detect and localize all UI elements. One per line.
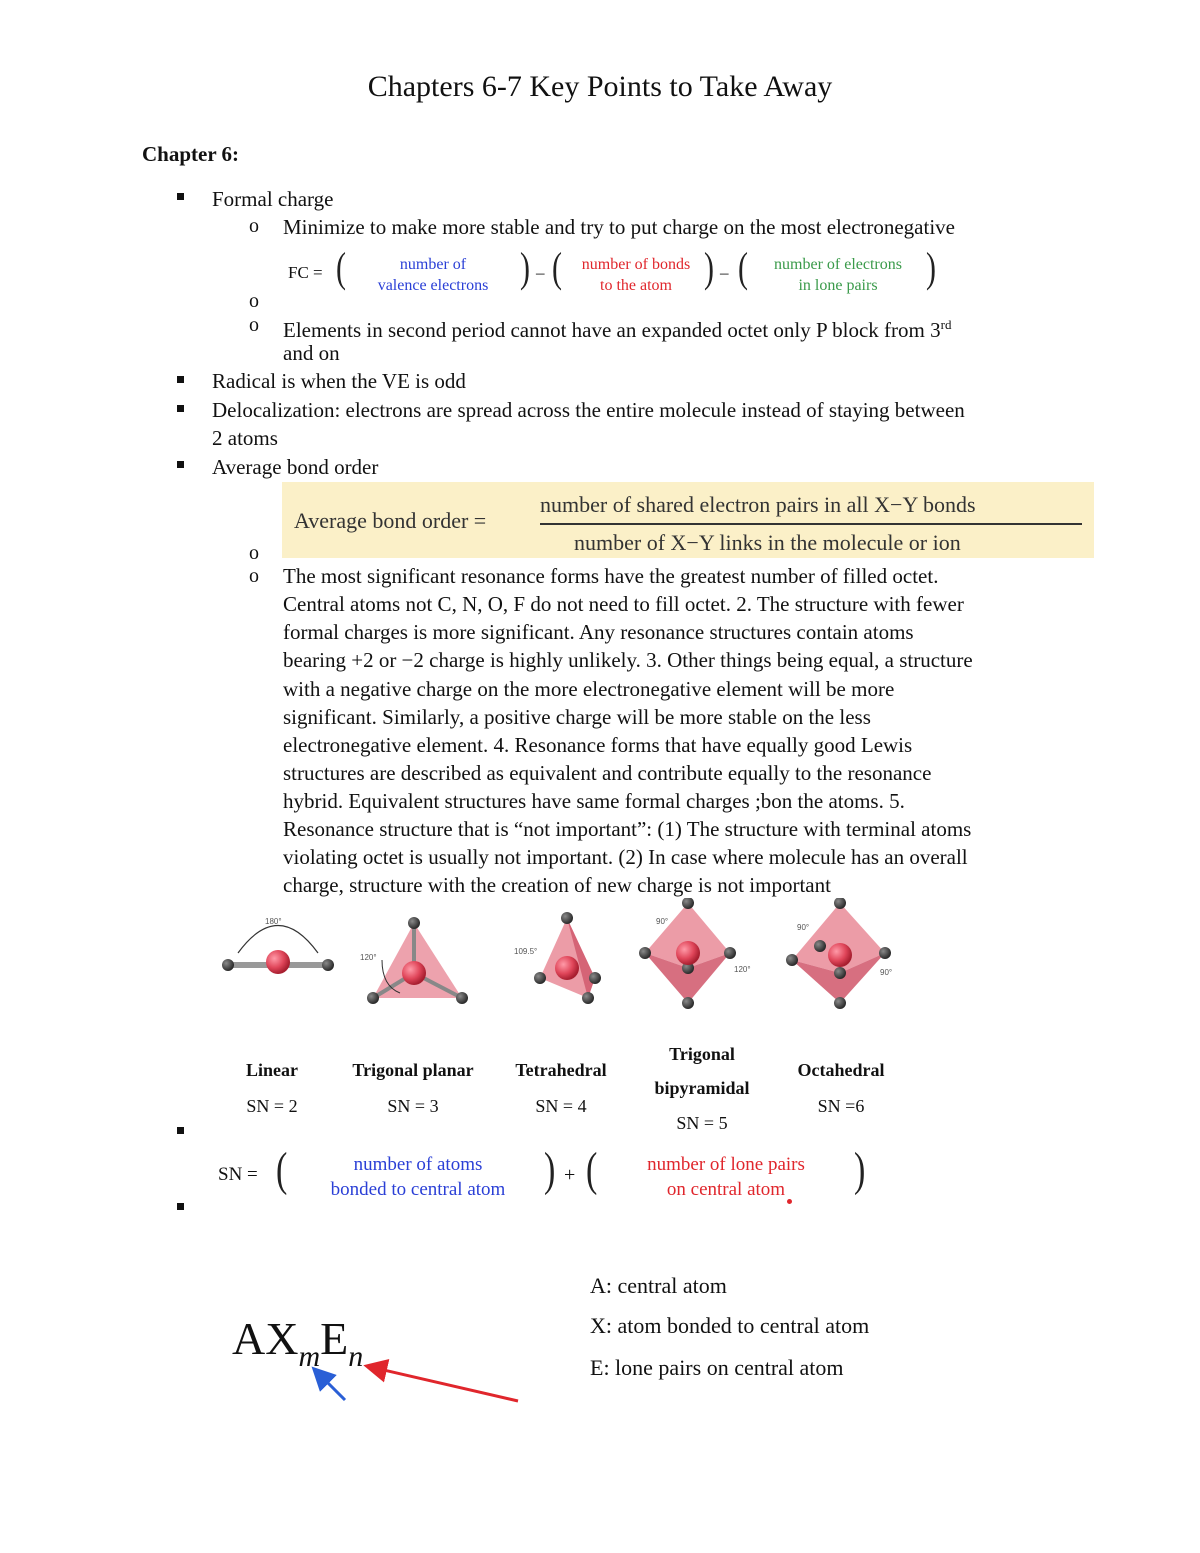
trigonal-bipyramidal-molecule <box>639 898 751 1009</box>
trigonal-planar-sn: SN = 3 <box>387 1096 439 1116</box>
sub-bullet: o <box>249 565 259 587</box>
axe-m: m <box>298 1340 321 1373</box>
paren-close: ) <box>544 1144 556 1197</box>
fc-sub3-line2: and on <box>283 341 340 365</box>
paren-close: ) <box>854 1144 866 1197</box>
fraction-bar <box>540 523 1082 525</box>
deloc-line1: Delocalization: electrons are spread across the entire molecule instead of staying between <box>212 398 965 422</box>
fc-term1-line2: valence electrons <box>377 277 489 294</box>
svg-text:90°: 90° <box>797 923 810 932</box>
bullet-square <box>177 405 184 412</box>
plus-sign: + <box>564 1164 576 1186</box>
fc-lhs: FC = <box>288 263 323 282</box>
fc-formula <box>288 245 948 300</box>
formal-charge-label: Formal charge <box>212 187 334 211</box>
sn-lhs: SN = <box>218 1164 258 1185</box>
fc-sub3-line1: Elements in second period cannot have an expanded octet only P block from 3 <box>283 318 941 342</box>
linear-molecule <box>222 917 334 974</box>
fc-sub1: Minimize to make more stable and try to put charge on the most electronegative <box>283 215 955 239</box>
chapter-heading: Chapter 6: <box>142 142 240 166</box>
bullet-square <box>177 1203 184 1210</box>
paren-close: ) <box>926 245 936 292</box>
linear-label: Linear <box>246 1060 298 1080</box>
tetrahedral-label: Tetrahedral <box>515 1060 607 1080</box>
resonance-line: bearing +2 or −2 charge is highly unlikely. 3. Other things being equal, a structure <box>283 648 973 672</box>
resonance-line: electronegative element. 4. Resonance forms that have equally good Lewis <box>283 733 913 757</box>
deloc-line2: 2 atoms <box>212 426 278 450</box>
sub-bullet: o <box>249 542 259 564</box>
axe-n: n <box>348 1340 364 1373</box>
sn-term1 <box>298 1152 538 1202</box>
trigonal-planar-label: Trigonal planar <box>352 1060 474 1080</box>
sub-bullet: o <box>249 314 259 336</box>
sn-term1-line1: number of atoms <box>353 1154 483 1175</box>
legend-a: A: central atom <box>590 1273 727 1298</box>
tbp-label-line2: bipyramidal <box>654 1078 750 1098</box>
vsepr-geometries-figure <box>210 898 910 1018</box>
tetrahedral-sn: SN = 4 <box>535 1096 587 1116</box>
sn-term2 <box>614 1152 838 1202</box>
octahedral-molecule <box>786 898 892 1009</box>
resonance-line: with a negative charge on the more electronegative element will be more <box>283 677 895 701</box>
paren-open: ( <box>738 245 748 292</box>
abo-formula-box <box>282 482 1094 558</box>
abo-numerator: number of shared electron pairs in all X−Y bonds <box>540 492 976 517</box>
fc-term1 <box>358 254 508 296</box>
legend-x: X: atom bonded to central atom <box>590 1313 870 1338</box>
svg-text:109.5°: 109.5° <box>514 947 538 956</box>
fc-term2-line2: to the atom <box>600 277 672 294</box>
svg-text:90°: 90° <box>880 968 893 977</box>
bullet-square <box>177 1127 184 1134</box>
tbp-sn: SN = 5 <box>676 1113 728 1133</box>
fc-sub3-sup: rd <box>940 317 952 332</box>
paren-open: ( <box>552 245 562 292</box>
sn-term2-line1: number of lone pairs <box>647 1154 805 1175</box>
resonance-line: Central atoms not C, N, O, F do not need to fill octet. 2. The structure with fewer <box>283 592 964 616</box>
resonance-line: significant. Similarly, a positive charge will be more stable on the less <box>283 705 871 729</box>
resonance-line: charge, structure with the creation of new charge is not important <box>283 873 831 897</box>
sn-term2-line2: on central atom <box>666 1179 786 1200</box>
fc-term2 <box>566 254 706 296</box>
paren-close: ) <box>520 245 530 292</box>
sub-bullet: o <box>249 290 259 312</box>
bullet-square <box>177 193 184 200</box>
paren-close: ) <box>704 245 714 292</box>
bullet-square <box>177 461 184 468</box>
avg-bond-label: Average bond order <box>212 455 379 479</box>
red-arrow <box>375 1368 518 1401</box>
bullet-square <box>177 376 184 383</box>
axe-arrows <box>300 1355 540 1415</box>
axe-e: E <box>320 1313 349 1364</box>
svg-text:120°: 120° <box>734 965 751 974</box>
red-dot <box>787 1199 792 1204</box>
minus-sign: – <box>536 263 545 282</box>
blue-arrow <box>320 1375 345 1400</box>
linear-sn: SN = 2 <box>246 1096 298 1116</box>
axe-a: A <box>232 1313 266 1364</box>
trigonal-planar-molecule <box>360 917 468 1004</box>
paren-open: ( <box>276 1144 288 1197</box>
resonance-line: structures are described as equivalent and contribute equally to the resonance <box>283 761 932 785</box>
octahedral-sn: SN =6 <box>817 1096 865 1116</box>
svg-text:120°: 120° <box>360 953 377 962</box>
tbp-label-line1: Trigonal <box>669 1044 735 1064</box>
fc-sub3 <box>283 311 951 344</box>
axe-x: X <box>265 1313 299 1364</box>
resonance-line: Resonance structure that is “not important”: (1) The structure with terminal atoms <box>283 817 972 841</box>
fc-term3-line1: number of electrons <box>774 256 902 273</box>
paren-open: ( <box>336 245 346 292</box>
minus-sign: – <box>720 263 729 282</box>
sub-bullet: o <box>249 215 259 237</box>
legend-e: E: lone pairs on central atom <box>590 1355 844 1380</box>
fc-term2-line1: number of bonds <box>581 256 691 273</box>
resonance-line: The most significant resonance forms have the greatest number of filled octet. <box>283 564 939 588</box>
fc-term3 <box>756 254 920 296</box>
octahedral-label: Octahedral <box>797 1060 885 1080</box>
tetrahedral-molecule <box>514 912 601 1004</box>
resonance-line: formal charges is more significant. Any resonance structures contain atoms <box>283 620 914 644</box>
radical-text: Radical is when the VE is odd <box>212 369 466 393</box>
sn-term1-line2: bonded to central atom <box>330 1179 506 1200</box>
sn-formula <box>218 1144 878 1202</box>
abo-lhs: Average bond order = <box>294 508 487 533</box>
svg-text:90°: 90° <box>656 917 669 926</box>
resonance-line: hybrid. Equivalent structures have same formal charges ;bon the atoms. 5. <box>283 789 905 813</box>
fc-term3-line2: in lone pairs <box>798 277 878 294</box>
svg-text:180°: 180° <box>265 917 282 926</box>
abo-denominator: number of X−Y links in the molecule or ion <box>574 530 961 555</box>
paren-open: ( <box>586 1144 598 1197</box>
fc-term1-line1: number of <box>399 256 467 273</box>
page-title: Chapters 6-7 Key Points to Take Away <box>367 70 833 103</box>
resonance-line: violating octet is usually not important. (2) In case where molecule has an overall <box>283 845 968 869</box>
